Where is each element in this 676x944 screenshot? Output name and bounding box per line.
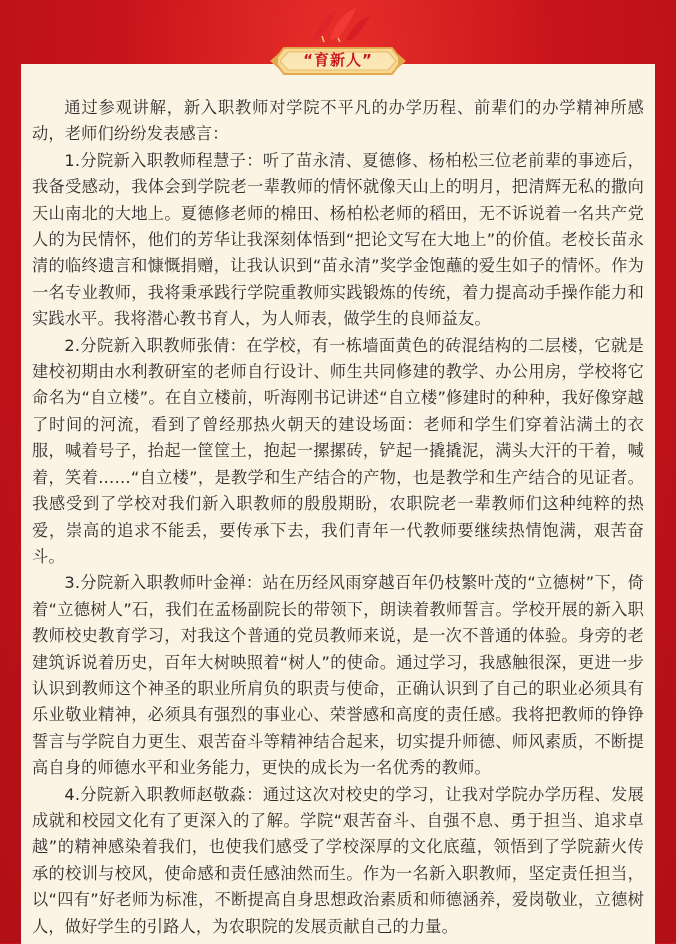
article-paragraph: 2.分院新入职教师张倩：在学校，有一栋墙面黄色的砖混结构的二层楼，它就是建校初期由水利教研室的老师自行设计、师生共同修建的教学、办公用房，学校将它命名为“自立楼”。在自立楼前，听海刚书记讲述“自立楼”修建时的种种，我好像穿越了时间的河流，看到了曾经那热火朝天的建设场面：老师和学生们穿着沾满土的衣服，喊着号子，抬起一筐筐土，抱起一摞摞砖，铲起一撬撬泥，满头大汗的干着，喊着，笑着……“自立楼”，是教学和生产结合的产物，也是教学和生产结合的见证者。我感受到了学校对我们新入职教师的殷殷期盼，农职院老一辈教师们这种纯粹的热爱，崇高的追求不能丢，要传承下去，我们青年一代教师要继续热情饱满，艰苦奋斗。	[32, 335, 644, 566]
article-paragraph: 4.分院新入职教师赵敬淼：通过这次对校史的学习，让我对学院办学历程、发展成就和校园文化有了更深入的了解。学院“艰苦奋斗、自强不息、勇于担当、追求卓越”的精神感染着我们，也使我们感受了学校深厚的文化底蕴，领悟到了学院薪火传承的校训与校风，使命感和责任感油然而生。作为一名新入职教师，坚定责任担当，以“四有”好老师为标准，不断提高自身思想政治素质和师德涵养，爱岗敬业，立德树人，做好学生的引路人，为农职院的发展贡献自己的力量。	[32, 784, 644, 936]
article-paragraph: 1.分院新入职教师程慧子：听了苗永清、夏德修、杨柏松三位老前辈的事迹后，我备受感动，我体会到学院老一辈教师的情怀就像天山上的明月，把清辉无私的撒向天山南北的大地上。夏德修老师的棉田、杨柏松老师的稻田，无不诉说着一名共产党人的为民情怀，他们的芳华让我深刻体悟到“把论文写在大地上”的价值。老校长苗永清的临终遗言和慷慨捐赠，让我认识到“苗永清”奖学金饱蘸的爱生如子的情怀。作为一名专业教师，我将秉承践行学院重教师实践锻炼的传统，着力提高动手操作能力和实践水平。我将潜心教书育人，为人师表，做学生的良师益友。	[32, 150, 644, 329]
article-body	[32, 95, 644, 940]
section-title: “育新人”	[303, 51, 373, 69]
red-flags-icon	[300, 6, 380, 42]
article-paragraph: 3.分院新入职教师叶金禅：站在历经风雨穿越百年仍枝繁叶茂的“立德树”下，倚着“立德树人”石，我们在孟杨副院长的带领下，朗读着教师誓言。学校开展的新入职教师校史教育学习，对我这个普通的党员教师来说，是一次不普通的体验。身旁的老建筑诉说着历史，百年大树映照着“树人”的使命。通过学习，我感触很深，更进一步认识到教师这个神圣的职业所肩负的职责与使命，正确认识到了自己的职业必须具有乐业敬业精神，必须具有强烈的事业心、荣誉感和高度的责任感。我将把教师的铮铮誓言与学院自力更生、艰苦奋斗等精神结合起来，切实提升师德、师风素质，不断提高自身的师德水平和业务能力，更快的成长为一名优秀的教师。	[32, 573, 644, 778]
section-title-banner	[270, 40, 406, 82]
article-intro: 通过参观讲解，新入职教师对学院不平凡的办学历程、前辈们的办学精神所感动，老师们纷纷发表感言：	[32, 98, 644, 144]
